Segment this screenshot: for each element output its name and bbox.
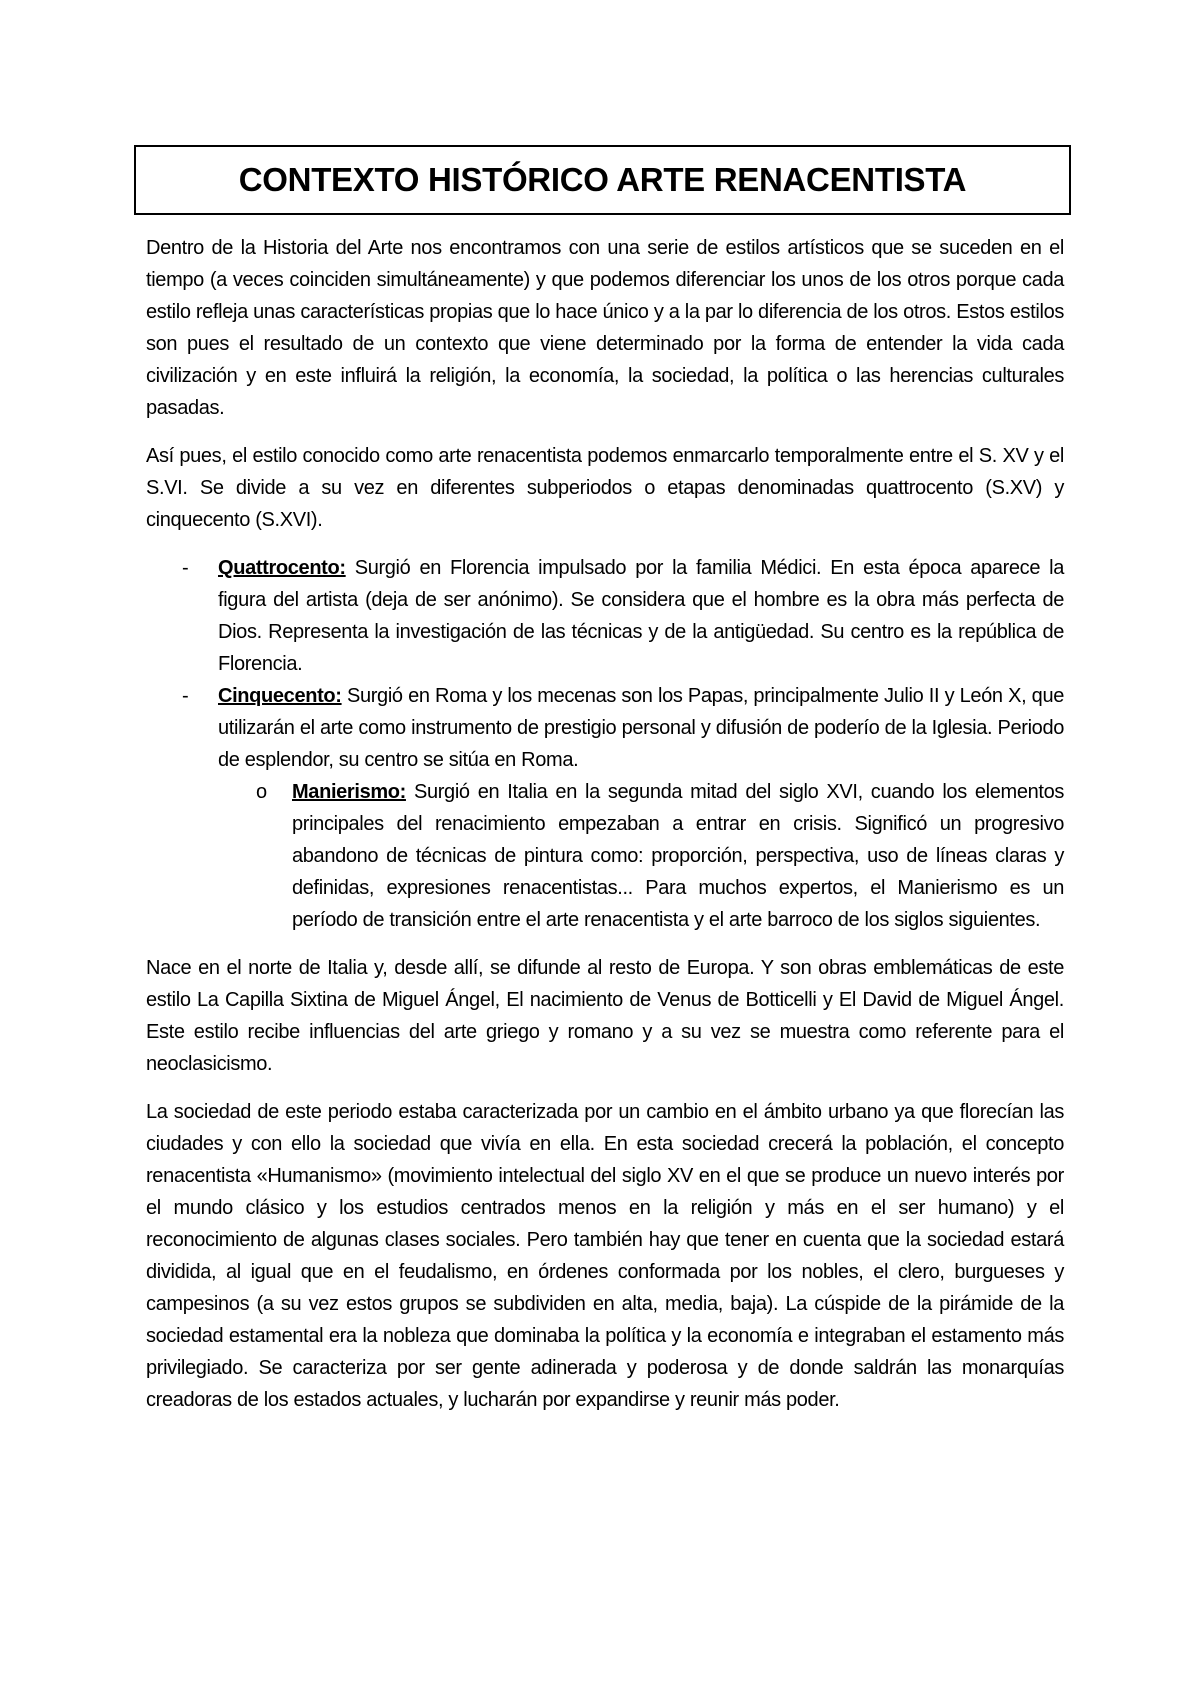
sub-list xyxy=(146,776,1064,936)
paragraph-society: La sociedad de este periodo estaba caracterizada por un cambio en el ámbito urbano ya que florecían las ciudades y con ello la sociedad que vivía en ella. En esta sociedad crecerá la población, el concepto renacentista «Humanismo» (movimiento intelectual del siglo XV en el que se produce un nuevo interés por el mundo clásico y los estudios centrados menos en la religión y más en el ser humano) y el reconocimiento de algunas clases sociales. Pero también hay que tener en cuenta que la sociedad estará dividida, al igual que en el feudalismo, en órdenes conformada por los nobles, el clero, burgueses y campesinos (a su vez estos grupos se subdividen en alta, media, baja). La cúspide de la pirámide de la sociedad estamental era la nobleza que dominaba la política y la economía e integraban el estamento más privilegiado. Se caracteriza por ser gente adinerada y poderosa y de donde saldrán las monarquías creadoras de los estados actuales, y lucharán por expandirse y reunir más poder. xyxy=(146,1101,1064,1411)
dash-marker: - xyxy=(182,685,189,707)
paragraph-intro: Dentro de la Historia del Arte nos encontramos con una serie de estilos artísticos que se suceden en el tiempo (a veces coinciden simultáneamente) y que podemos diferenciar los unos de los otros porque cada estilo refleja unas características propias que lo hace único y a la par lo diferencia de los otros. Estos estilos son pues el resultado de un contexto que viene determinado por la forma de entender la vida cada civilización y en este influirá la religión, la economía, la sociedad, la política o las herencias culturales pasadas. xyxy=(146,237,1064,419)
term-quattrocento: Quattrocento: xyxy=(218,557,346,579)
text-quattrocento: Surgió en Florencia impulsado por la familia Médici. En esta época aparece la figura del artista (deja de ser anónimo). Se considera que el hombre es la obra más perfecta de Dios. Representa la investigación de las técnicas y de la antigüedad. Su centro es la república de Florencia. xyxy=(218,557,1064,675)
term-cinquecento: Cinquecento: xyxy=(218,685,342,707)
period-list xyxy=(146,552,1064,776)
list-item-cinquecento xyxy=(146,680,1064,776)
text-cinquecento: Surgió en Roma y los mecenas son los Papas, principalmente Julio II y León X, que utilizarán el arte como instrumento de prestigio personal y difusión de poderío de la Iglesia. Periodo de esplendor, su centro se sitúa en Roma. xyxy=(218,685,1064,771)
paragraph-origin: Nace en el norte de Italia y, desde allí, se difunde al resto de Europa. Y son obras emblemáticas de este estilo La Capilla Sixtina de Miguel Ángel, El nacimiento de Venus de Botticelli y El David de Miguel Ángel. Este estilo recibe influencias del arte griego y romano y a su vez se muestra como referente para el neoclasicismo. xyxy=(146,957,1064,1075)
text-manierismo: Surgió en Italia en la segunda mitad del siglo XVI, cuando los elementos principales del renacimiento empezaban a entrar en crisis. Significó un progresivo abandono de técnicas de pintura como: proporción, perspectiva, uso de líneas claras y definidas, expresiones renacentistas... Para muchos expertos, el Manierismo es un período de transición entre el arte renacentista y el arte barroco de los siglos siguientes. xyxy=(292,781,1064,931)
page-title: CONTEXTO HISTÓRICO ARTE RENACENTISTA xyxy=(238,161,967,198)
paragraph-periods: Así pues, el estilo conocido como arte renacentista podemos enmarcarlo temporalmente entre el S. XV y el S.VI. Se divide a su vez en diferentes subperiodos o etapas denominadas quattrocento (S.XV) y cinquecento (S.XVI). xyxy=(146,445,1064,531)
term-manierismo: Manierismo: xyxy=(292,781,406,803)
circle-bullet-icon: o xyxy=(256,781,267,803)
list-item-quattrocento xyxy=(146,552,1064,680)
title-box xyxy=(134,145,1071,215)
dash-marker: - xyxy=(182,557,189,579)
document-body xyxy=(146,232,1064,1432)
list-item-manierismo xyxy=(146,776,1064,936)
